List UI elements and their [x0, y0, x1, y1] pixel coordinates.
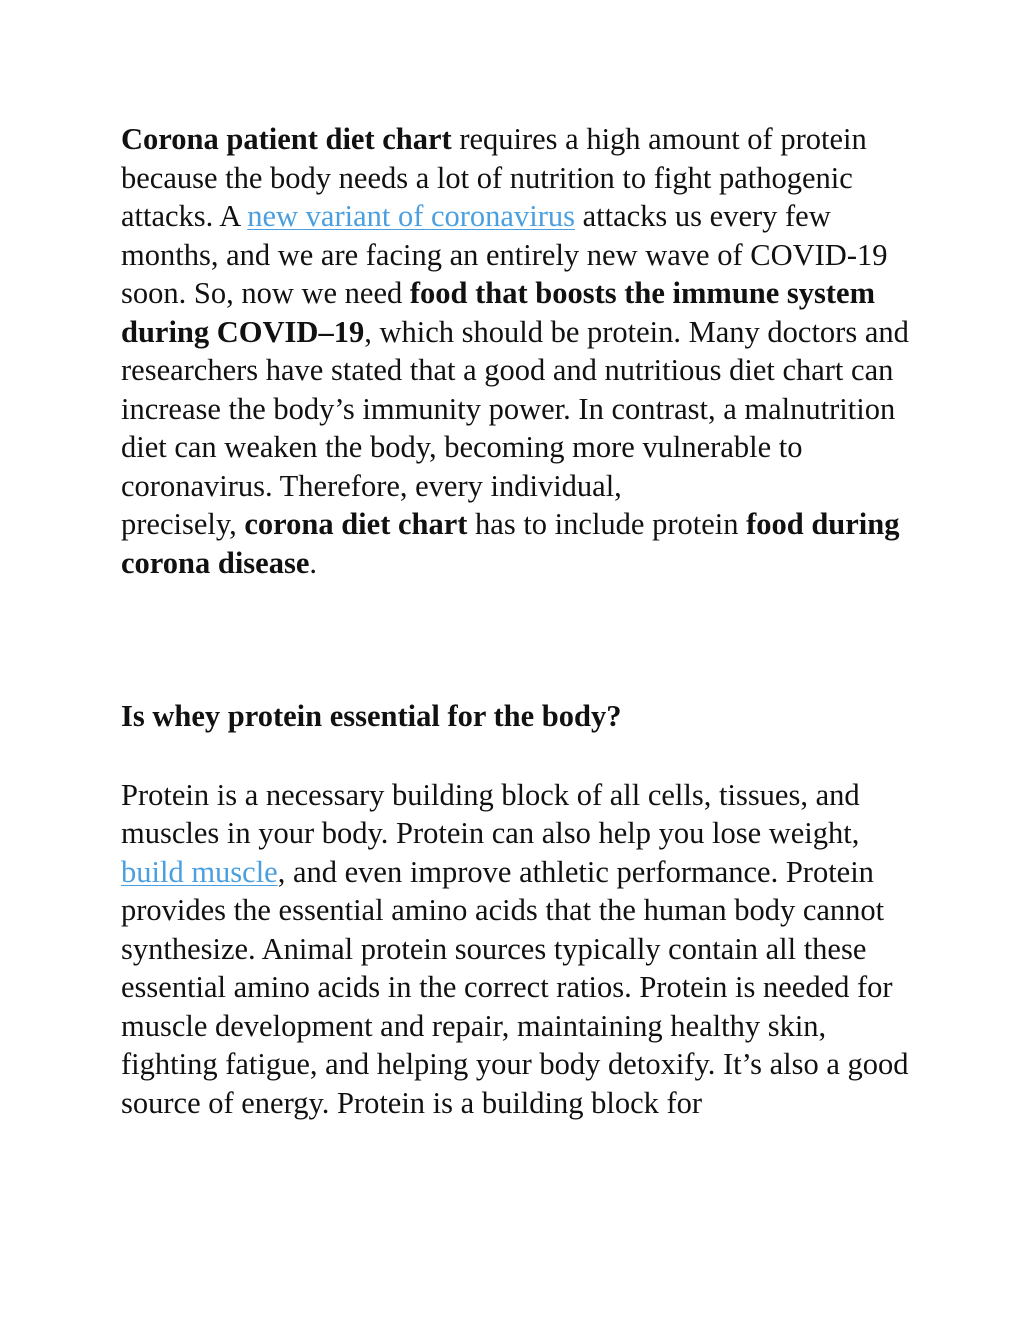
paragraph-text: precisely, — [121, 507, 245, 541]
paragraph-text: requires a high amount of protein because the body needs a lot of nutrition to fight pathogenic attacks. A — [121, 122, 867, 233]
paragraph-text: Protein is a necessary building block of all cells, tissues, and muscles in your body. Protein can also help you lose weight, — [121, 777, 860, 850]
intro-paragraph — [121, 120, 921, 582]
paragraph-text: . — [309, 545, 317, 580]
link-build-muscle[interactable]: build muscle — [121, 854, 278, 889]
paragraph-text: has to include protein — [467, 507, 747, 541]
paragraph-text: , which should be protein. Many doctors and researchers have stated that a good and nutritious diet chart can increase the body’s immunity power. In contrast, a malnutrition diet can weaken the body, becoming more vulnerable to coronavirus. Therefore, every individual, — [121, 314, 909, 503]
protein-paragraph — [121, 776, 921, 1123]
paragraph-text: , and even improve athletic performance. Protein provides the essential amino acids that the human body cannot synthesize. Animal protein sources typically contain all these essential amino acids in the correct ratios. Protein is needed for muscle development and repair, maintaining healthy skin, fighting fatigue, and helping your body detoxify. It’s also a good source of energy. Protein is a building block for — [121, 854, 909, 1120]
bold-phrase-corona-patient-diet-chart: Corona patient diet chart — [121, 122, 452, 156]
bold-phrase-corona-diet-chart: corona diet chart — [244, 507, 468, 541]
link-new-variant-of-coronavirus[interactable]: new variant of coronavirus — [247, 199, 575, 233]
section-heading: Is whey protein essential for the body? — [121, 699, 622, 733]
bold-phrase-food-that-boosts-immune-system: food that boosts the immune system during COVID–19 — [121, 276, 875, 349]
document-page — [121, 120, 921, 1122]
paragraph-text: attacks us every few months, and we are facing an entirely new wave of COVID-19 soon. So, now we need — [121, 199, 888, 310]
bold-phrase-food-during-corona-disease: food during corona disease — [121, 507, 900, 580]
